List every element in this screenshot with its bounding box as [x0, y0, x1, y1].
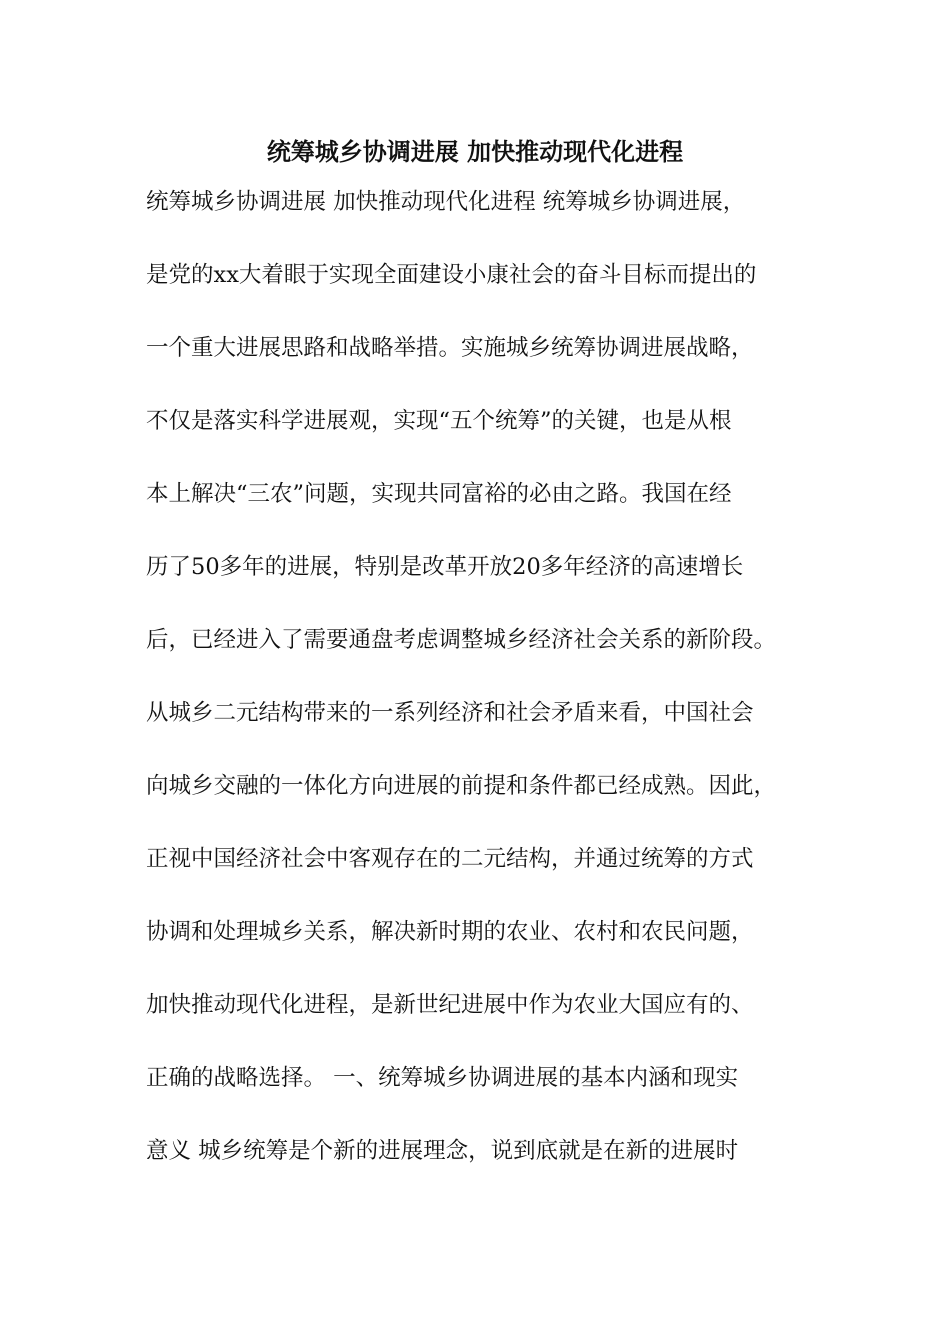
body-line-14: 意义 城乡统筹是个新的进展理念，说到底就是在新的进展时 — [146, 1138, 739, 1164]
body-line-6: 历了50多年的进展，特别是改革开放20多年经济的高速增长 — [146, 554, 744, 580]
body-line-10: 正视中国经济社会中客观存在的二元结构，并通过统筹的方式 — [146, 846, 754, 872]
body-line-3: 一个重大进展思路和战略举措。实施城乡统筹协调进展战略， — [146, 335, 754, 361]
document-title: 统筹城乡协调进展 加快推动现代化进程 — [266, 137, 684, 166]
body-line-7: 后，已经进入了需要通盘考虑调整城乡经济社会关系的新阶段。 — [146, 627, 777, 653]
body-line-9: 向城乡交融的一体化方向进展的前提和条件都已经成熟。因此， — [146, 773, 777, 799]
body-line-13: 正确的战略选择。 一、统筹城乡协调进展的基本内涵和现实 — [146, 1065, 739, 1091]
body-line-8: 从城乡二元结构带来的一系列经济和社会矛盾来看，中国社会 — [146, 700, 754, 726]
body-line-2: 是党的xx大着眼于实现全面建设小康社会的奋斗目标而提出的 — [146, 262, 757, 288]
body-line-5: 本上解决“三农”问题，实现共同富裕的必由之路。我国在经 — [146, 481, 732, 507]
body-line-4: 不仅是落实科学进展观，实现“五个统筹”的关键，也是从根 — [146, 408, 732, 434]
body-line-1: 统筹城乡协调进展 加快推动现代化进程 统筹城乡协调进展， — [146, 189, 746, 215]
body-line-11: 协调和处理城乡关系，解决新时期的农业、农村和农民问题， — [146, 919, 754, 945]
body-line-12: 加快推动现代化进程，是新世纪进展中作为农业大国应有的、 — [146, 992, 754, 1018]
